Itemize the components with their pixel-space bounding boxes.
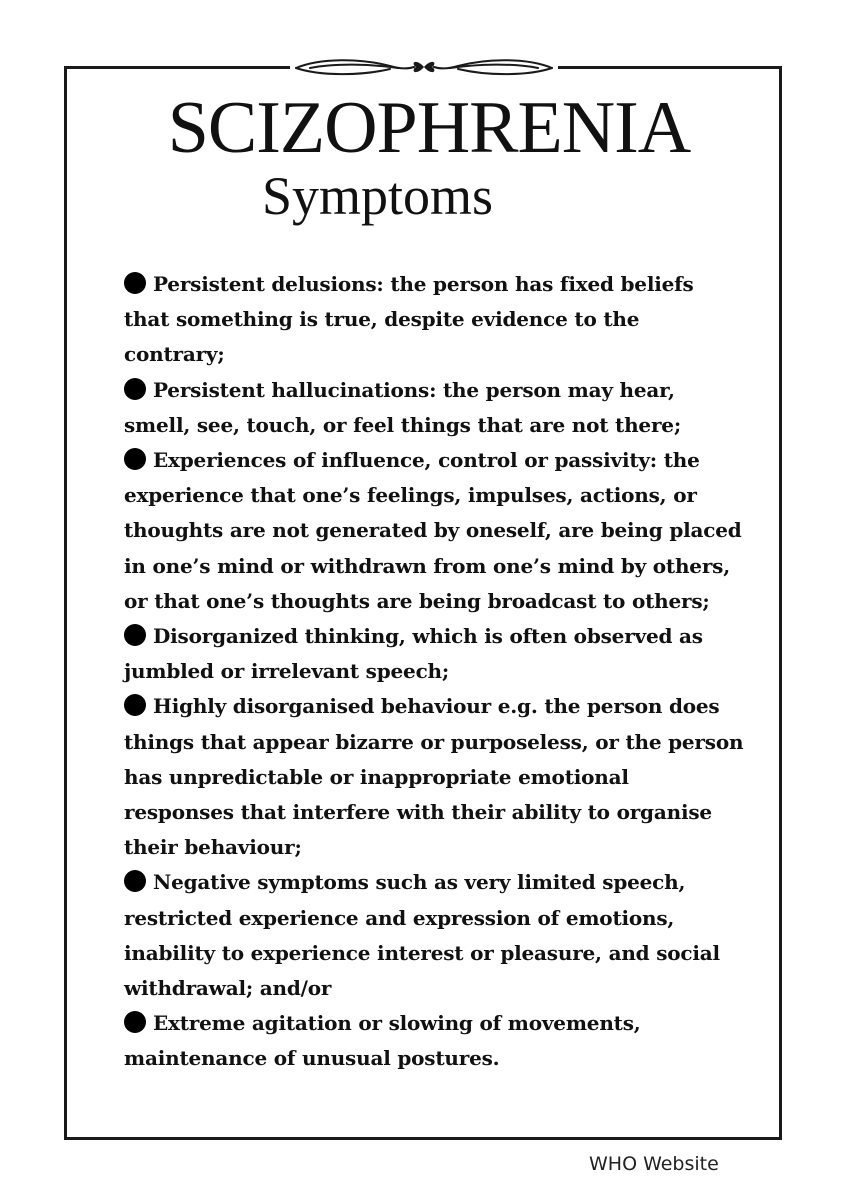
filled-circle-icon — [124, 694, 146, 716]
symptom-text: Persistent hallucinations: the person may hear, smell, see, touch, or feel things that are not there; — [124, 377, 681, 437]
source-credit: WHO Website — [589, 1153, 719, 1175]
filled-circle-icon — [124, 448, 146, 470]
filled-circle-icon — [124, 378, 146, 400]
symptom-text: Disorganized thinking, which is often observed as jumbled or irrelevant speech; — [124, 624, 703, 684]
list-item — [124, 619, 744, 689]
list-item — [124, 373, 744, 443]
list-item — [124, 267, 744, 373]
symptom-text: Persistent delusions: the person has fixed beliefs that something is true, despite evidence to the contrary; — [124, 272, 694, 367]
filled-circle-icon — [124, 870, 146, 892]
symptom-text: Negative symptoms such as very limited speech, restricted experience and expression of emotions, inability to experience interest or pleasure, and social withdrawal; and/or — [124, 870, 720, 1001]
list-item — [124, 1006, 744, 1076]
filled-circle-icon — [124, 624, 146, 646]
flourish-divider-icon — [290, 52, 558, 82]
symptom-text: Extreme agitation or slowing of movements, maintenance of unusual postures. — [124, 1011, 641, 1071]
symptom-list — [124, 267, 744, 1077]
filled-circle-icon — [124, 272, 146, 294]
list-item — [124, 689, 744, 865]
list-item — [124, 865, 744, 1006]
page-title: SCIZOPHRENIA — [167, 87, 691, 169]
filled-circle-icon — [124, 1011, 146, 1033]
symptom-text: Highly disorganised behaviour e.g. the person does things that appear bizarre or purposeless, or the person has unpredictable or inappropriate emotional responses that interfere with their ability to organise their behaviour; — [124, 694, 744, 860]
symptom-text: Experiences of influence, control or passivity: the experience that one’s feelings, impulses, actions, or thoughts are not generated by oneself, are being placed in one’s mind or withdrawn from one’s mind by others, or that one’s thoughts are being broadcast to others; — [124, 448, 742, 613]
page-subtitle: Symptoms — [262, 166, 494, 226]
list-item — [124, 443, 744, 619]
